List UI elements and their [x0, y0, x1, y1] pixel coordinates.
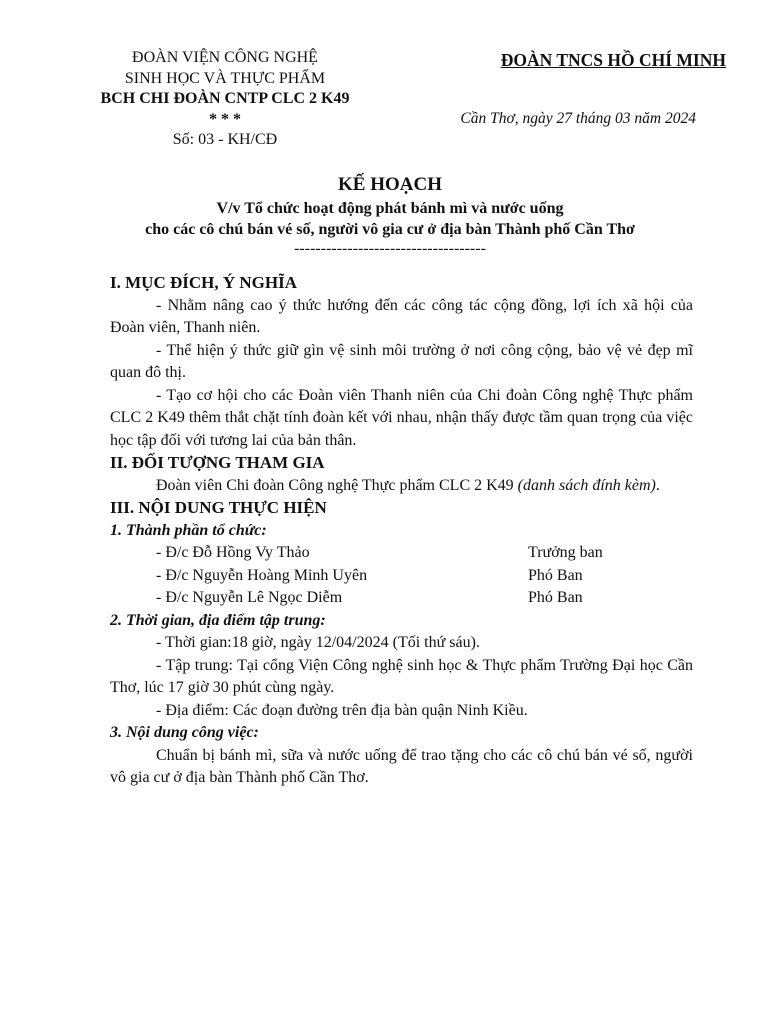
section-1-paragraph: - Thể hiện ý thức giữ gìn vệ sinh môi trường ở nơi công cộng, bảo vệ vẻ đẹp mĩ quan đô thị.: [110, 341, 693, 381]
organization-name: ĐOÀN TNCS HỒ CHÍ MINH: [500, 50, 726, 70]
document-title-block: [60, 172, 720, 258]
task-paragraph: Chuẩn bị bánh mì, sữa và nước uống để trao tặng cho các cô chú bán vé số, người vô gia cư ở địa bàn Thành phố Cần Thơ.: [110, 746, 693, 786]
member-role: Phó Ban: [528, 566, 583, 584]
subsection-2-heading: 2. Thời gian, địa điểm tập trung:: [110, 611, 326, 629]
document-body: [110, 272, 693, 790]
section-2-heading: II. ĐỐI TƯỢNG THAM GIA: [110, 453, 325, 472]
schedule-paragraph: - Tập trung: Tại cổng Viện Công nghệ sinh học & Thực phẩm Trường Đại học Cần Thơ, lúc 17 giờ 30 phút cùng ngày.: [110, 656, 693, 696]
issuer-line-1: ĐOÀN VIỆN CÔNG NGHỆ: [132, 49, 318, 66]
participants-note: (danh sách đính kèm): [517, 476, 656, 494]
member-role: Phó Ban: [528, 589, 583, 606]
document-number: Số: 03 - KH/CĐ: [172, 131, 278, 148]
member-name: - Đ/c Nguyễn Lê Ngọc Diễm: [156, 589, 343, 606]
section-2-paragraph: [110, 475, 693, 498]
member-name: - Đ/c Đỗ Hồng Vy Thảo: [156, 544, 310, 561]
participants-end: .: [655, 476, 660, 494]
document-subtitle-2: cho các cô chú bán vé số, người vô gia cư ở địa bàn Thành phố Cần Thơ: [145, 221, 635, 238]
section-3-heading: III. NỘI DUNG THỰC HIỆN: [110, 498, 327, 517]
title-divider: ------------------------------------: [294, 240, 486, 257]
schedule-paragraph: - Địa điểm: Các đoạn đường trên địa bàn quận Ninh Kiều.: [156, 701, 528, 719]
issuing-body: [70, 48, 380, 151]
section-1-paragraph: - Tạo cơ hội cho các Đoàn viên Thanh niên của Chi đoàn Công nghệ Thực phẩm CLC 2 K49 thêm thắt chặt tính đoàn kết với nhau, nhận thấy được tầm quan trọng của việc học tập đối với tương lai của bản thân.: [110, 386, 693, 449]
section-1-paragraph: - Nhằm nâng cao ý thức hướng đến các công tác cộng đồng, lợi ích xã hội của Đoàn viên, Thanh niên.: [110, 296, 693, 336]
subsection-1-heading: 1. Thành phần tổ chức:: [110, 521, 267, 539]
member-name: - Đ/c Nguyễn Hoàng Minh Uyên: [156, 566, 368, 584]
section-1-heading: I. MỤC ĐÍCH, Ý NGHĨA: [110, 273, 297, 292]
participants-text: Đoàn viên Chi đoàn Công nghệ Thực phẩm CLC 2 K49: [156, 476, 514, 494]
document-subtitle-1: V/v Tổ chức hoạt động phát bánh mì và nước uống: [216, 200, 564, 217]
document-title: KẾ HOẠCH: [338, 174, 442, 195]
member-row: [110, 565, 693, 588]
issuer-line-2: SINH HỌC VÀ THỰC PHẨM: [124, 69, 326, 87]
issuer-stars: * * *: [209, 110, 241, 128]
document-date: Cần Thơ, ngày 27 tháng 03 năm 2024: [460, 110, 696, 127]
issuer-line-3: BCH CHI ĐOÀN CNTP CLC 2 K49: [100, 90, 350, 107]
member-row: [110, 542, 693, 565]
member-row: [110, 587, 693, 610]
subsection-3-heading: 3. Nội dung công việc:: [110, 724, 259, 741]
member-role: Trưởng ban: [528, 544, 603, 561]
schedule-paragraph: - Thời gian:18 giờ, ngày 12/04/2024 (Tối thứ sáu).: [156, 634, 480, 651]
